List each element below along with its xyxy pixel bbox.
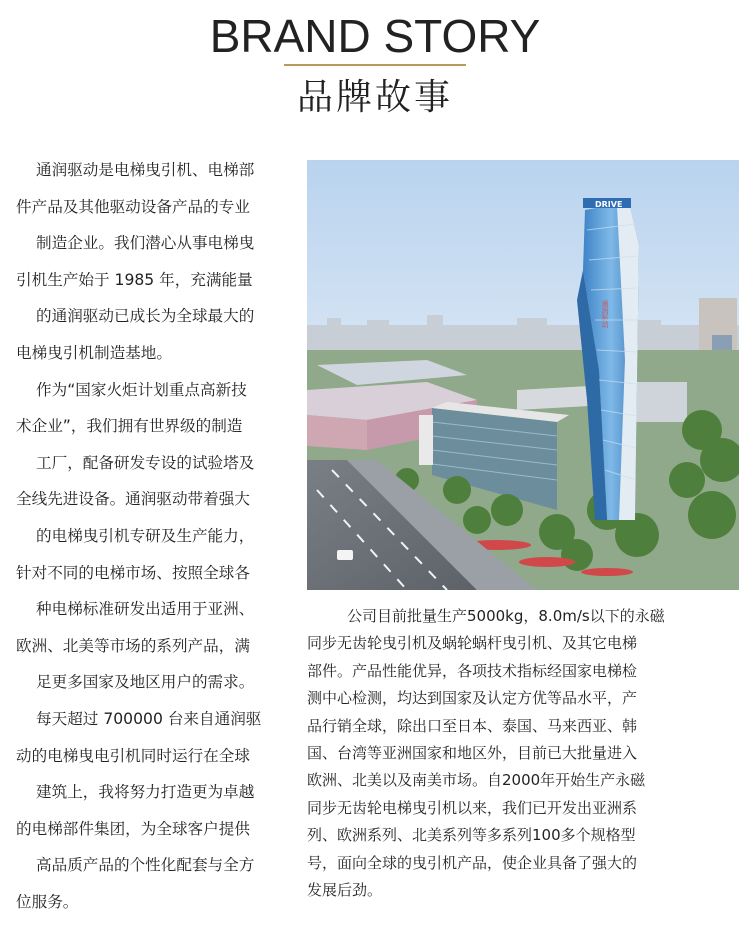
right-text-column [307, 603, 739, 904]
left-line: 建筑上，我将努力打造更为卓越 [36, 783, 255, 802]
left-line: 欧洲、北美等市场的系列产品，满 [16, 636, 250, 655]
right-line: 列、欧洲系列、北美系列等多系列100多个规格型 [307, 826, 636, 845]
right-line: 国、台湾等亚洲国家和地区外，目前已大批量进入 [307, 744, 638, 763]
headquarters-illustration [307, 160, 739, 590]
left-line: 种电梯标准研发出适用于亚洲、 [36, 600, 255, 619]
left-line: 电梯曳引机制造基地。 [16, 343, 172, 362]
brand-story-heading: BRAND STORY [209, 10, 541, 62]
left-line: 制造企业。我们潜心从事电梯曳 [36, 234, 255, 253]
left-line: 件产品及其他驱动设备产品的专业 [16, 197, 250, 216]
left-line: 动的电梯曳电引机同时运行在全球 [16, 746, 250, 765]
tower-vertical-text: 通润驱动 [601, 300, 609, 328]
right-line: 同步无齿轮电梯曳引机以来，我们已开发出亚洲系 [307, 798, 638, 817]
tower-sign: DRIVE [595, 200, 623, 209]
left-line: 的电梯部件集团，为全球客户提供 [16, 819, 250, 838]
right-line: 测中心检测，均达到国家及认定方优等品水平，产 [307, 689, 638, 708]
left-line: 术企业”，我们拥有世界级的制造 [16, 417, 243, 436]
left-text-column [16, 152, 291, 920]
heading-divider [284, 64, 466, 66]
left-line: 工厂，配备研发专设的试验塔及 [36, 453, 255, 472]
right-line: 同步无齿轮曳引机及蜗轮蜗杆曳引机、及其它电梯 [307, 634, 638, 653]
right-line: 公司目前批量生产5000kg，8.0m/s以下的永磁 [347, 607, 665, 625]
left-line: 引机生产始于 1985 年，充满能量 [16, 270, 253, 289]
left-line: 作为“国家火炬计划重点高新技 [36, 380, 247, 399]
right-line: 欧洲、北美以及南美市场。自2000年开始生产永磁 [307, 771, 646, 790]
right-line: 号，面向全球的曳引机产品，使企业具备了强大的 [307, 853, 638, 872]
left-line: 通润驱动是电梯曳引机、电梯部 [36, 161, 255, 179]
brand-story-heading-cn: 品牌故事 [296, 77, 453, 118]
right-line: 发展后劲。 [307, 881, 383, 900]
headquarters-photo [307, 160, 739, 590]
left-line: 针对不同的电梯市场、按照全球各 [16, 563, 250, 582]
left-line: 足更多国家及地区用户的需求。 [36, 673, 255, 692]
right-line: 品行销全球，除出口至日本、泰国、马来西亚、韩 [307, 716, 638, 735]
left-line: 的通润驱动已成长为全球最大的 [36, 307, 255, 326]
right-line: 部件。产品性能优异，各项技术指标经国家电梯检 [307, 661, 638, 680]
left-line: 每天超过 700000 台来自通润驱 [36, 709, 262, 728]
left-line: 全线先进设备。通润驱动带着强大 [16, 490, 250, 509]
left-line: 位服务。 [16, 892, 79, 911]
left-line: 高品质产品的个性化配套与全方 [36, 856, 255, 875]
left-line: 的电梯曳引机专研及生产能力， [36, 526, 255, 545]
